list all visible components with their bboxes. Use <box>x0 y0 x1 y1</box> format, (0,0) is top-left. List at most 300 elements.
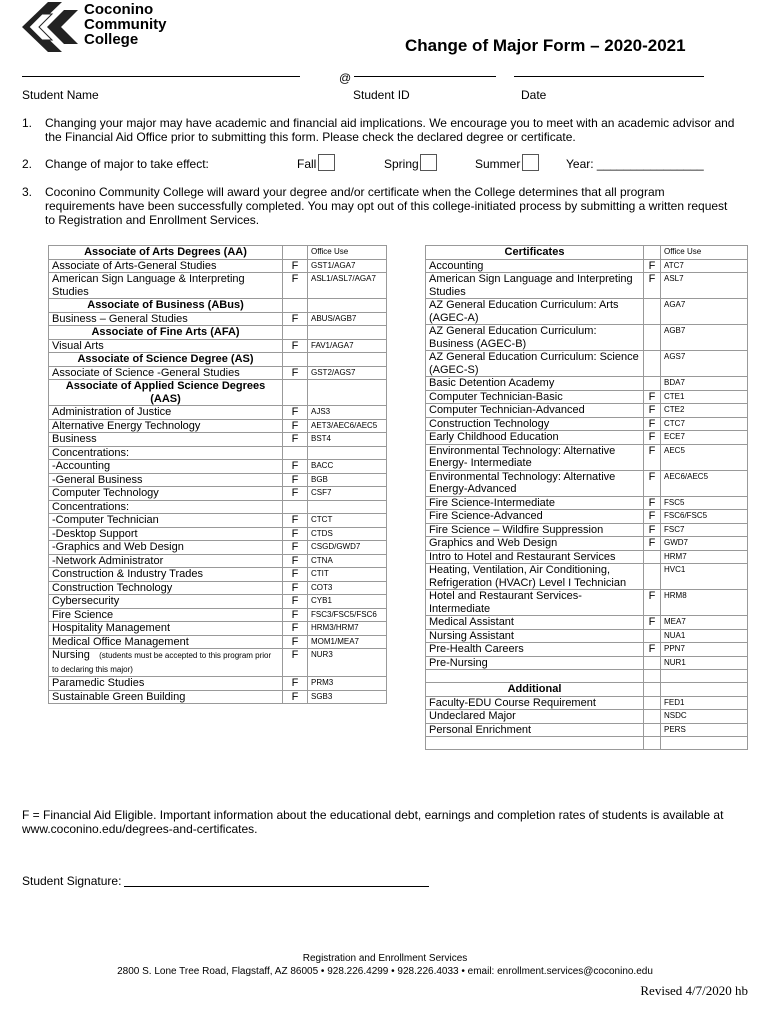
office-use-code: GWD7 <box>661 537 748 551</box>
right-table-program-row <box>426 496 748 510</box>
office-use-code <box>308 326 387 340</box>
left-table-label: Business – General Studies <box>52 312 188 325</box>
financial-aid-flag: F <box>644 273 661 299</box>
right-table-program-row <box>426 670 748 683</box>
left-table-program-row <box>49 473 387 487</box>
logo-wordmark: Coconino Community College <box>84 1 167 48</box>
financial-aid-flag: F <box>283 635 308 649</box>
right-table-label: Construction Technology <box>429 417 550 430</box>
left-table-label: American Sign Language & Interpreting Studies <box>52 273 245 298</box>
financial-aid-flag: F <box>644 404 661 418</box>
right-table-program-name[interactable] <box>426 590 644 616</box>
financial-aid-flag: F <box>644 431 661 445</box>
financial-aid-flag: F <box>283 677 308 691</box>
left-table-label: -General Business <box>52 473 143 486</box>
left-table-label: Computer Technology <box>52 487 159 499</box>
left-table-label: Concentrations: <box>52 500 130 513</box>
right-table-program-row <box>426 377 748 391</box>
financial-aid-flag <box>644 351 661 377</box>
financial-aid-flag <box>283 446 308 460</box>
office-use-code: ATC7 <box>661 259 748 273</box>
office-use-code <box>308 446 387 460</box>
financial-aid-flag <box>644 723 661 737</box>
financial-aid-flag: F <box>283 487 308 501</box>
financial-aid-flag <box>644 377 661 391</box>
financial-aid-flag <box>283 380 308 406</box>
left-table-label: Business <box>52 433 97 445</box>
right-table-blank-cell <box>426 670 644 683</box>
office-use-code: CTE2 <box>661 404 748 418</box>
right-table-heading-row <box>426 246 748 260</box>
left-table-heading-row <box>49 299 387 313</box>
office-use-code: FSC6/FSC5 <box>661 510 748 524</box>
right-table-label: Fire Science – Wildfire Suppression <box>429 523 604 536</box>
office-use-code: ABUS/AGB7 <box>308 312 387 326</box>
financial-aid-flag: F <box>283 273 308 299</box>
left-table-program-row <box>49 527 387 541</box>
right-table-program-name[interactable] <box>426 656 644 670</box>
financial-aid-flag: F <box>283 581 308 595</box>
left-table-label: Construction Technology <box>52 581 173 594</box>
left-table-program-row <box>49 273 387 299</box>
financial-aid-flag: F <box>644 390 661 404</box>
right-table-program-name[interactable] <box>426 523 644 537</box>
right-table-label: Fire Science-Advanced <box>429 510 543 522</box>
right-table-program-name[interactable] <box>426 377 644 391</box>
right-table-label: AZ General Education Curriculum: Science (AGEC-S) <box>429 351 639 376</box>
right-table-program-row <box>426 351 748 377</box>
left-table-program-name[interactable] <box>49 500 283 514</box>
left-table-program-name[interactable] <box>49 419 283 433</box>
office-use-code: COT3 <box>308 581 387 595</box>
office-use-code <box>661 683 748 697</box>
left-table-program-name[interactable] <box>49 595 283 609</box>
financial-aid-flag: F <box>283 406 308 420</box>
left-table-label: Associate of Science Degree (AS) <box>77 353 254 365</box>
left-table-label: Alternative Energy Technology <box>52 419 201 432</box>
right-table-label: Heating, Ventilation, Air Conditioning, Refrigeration (HVACr) Level I Technician <box>429 564 627 589</box>
item-3-number: 3. <box>22 185 33 199</box>
office-use-code: CTIT <box>308 568 387 582</box>
office-use-code: FSC7 <box>661 523 748 537</box>
left-table-program-name[interactable] <box>49 514 283 528</box>
right-table-program-name[interactable] <box>426 616 644 630</box>
signature-line[interactable] <box>124 886 429 887</box>
financial-aid-flag <box>644 737 661 750</box>
financial-aid-flag: F <box>644 496 661 510</box>
left-table-program-row <box>49 554 387 568</box>
left-table-program-row <box>49 568 387 582</box>
office-use-code: MOM1/MEA7 <box>308 635 387 649</box>
left-table-label: -Graphics and Web Design <box>52 541 184 553</box>
office-use-code: BDA7 <box>661 377 748 391</box>
financial-aid-flag: F <box>283 595 308 609</box>
office-use-code: HVC1 <box>661 564 748 590</box>
left-table-program-name[interactable] <box>49 635 283 649</box>
financial-aid-flag: F <box>283 622 308 636</box>
left-table-label: Associate of Fine Arts (AFA) <box>91 326 240 338</box>
left-table-program-row <box>49 635 387 649</box>
left-table-program-row <box>49 622 387 636</box>
financial-aid-flag: F <box>283 433 308 447</box>
left-table-program-name[interactable] <box>49 273 283 299</box>
right-table-label: Basic Detention Academy <box>429 377 555 389</box>
year-field[interactable]: Year: ________________ <box>566 157 704 171</box>
left-table-label: Sustainable Green Building <box>52 690 186 703</box>
financial-aid-flag <box>283 500 308 514</box>
office-use-code: FSC3/FSC5/FSC6 <box>308 608 387 622</box>
left-table-label: Concentrations: <box>52 446 130 459</box>
right-table-program-name[interactable] <box>426 510 644 524</box>
right-table-label: Pre-Nursing <box>429 656 488 669</box>
right-table-label: Nursing Assistant <box>429 629 514 642</box>
left-table-program-name[interactable] <box>49 581 283 595</box>
financial-aid-flag <box>283 326 308 340</box>
financial-aid-flag <box>283 353 308 367</box>
office-use-code: AGA7 <box>661 299 748 325</box>
student-name-line[interactable] <box>22 76 300 77</box>
student-id-label: Student ID <box>353 88 410 102</box>
left-table-program-row <box>49 460 387 474</box>
financial-aid-flag: F <box>283 649 308 677</box>
office-use-code <box>308 380 387 406</box>
financial-aid-flag: F <box>283 419 308 433</box>
right-table-program-row <box>426 417 748 431</box>
left-table-label: Associate of Arts-General Studies <box>52 259 217 272</box>
financial-aid-flag <box>644 656 661 670</box>
left-table-program-name[interactable] <box>49 339 283 353</box>
financial-aid-flag: F <box>644 643 661 657</box>
left-table-label: Administration of Justice <box>52 406 172 418</box>
financial-aid-flag: F <box>283 554 308 568</box>
office-use-code <box>308 500 387 514</box>
right-table-label: Pre-Health Careers <box>429 643 524 655</box>
financial-aid-flag: F <box>283 568 308 582</box>
left-table-program-name[interactable] <box>49 406 283 420</box>
financial-aid-flag <box>644 696 661 710</box>
right-table-program-name[interactable] <box>426 417 644 431</box>
left-table-label: Associate of Business (ABus) <box>87 299 244 311</box>
right-table-blank-cell <box>426 737 644 750</box>
right-table-program-name[interactable] <box>426 390 644 404</box>
left-table-heading-row <box>49 246 387 260</box>
left-table-program-name[interactable] <box>49 433 283 447</box>
office-use-code: NUR1 <box>661 656 748 670</box>
right-table-program-name[interactable] <box>426 325 644 351</box>
right-table-label: Hotel and Restaurant Services- Intermediate <box>429 590 582 615</box>
right-table-program-name[interactable] <box>426 564 644 590</box>
right-table-program-row <box>426 656 748 670</box>
right-table-program-row <box>426 737 748 750</box>
left-table-program-row <box>49 406 387 420</box>
financial-aid-flag: F <box>644 537 661 551</box>
left-table-label: Visual Arts <box>52 339 104 352</box>
right-table-label: Graphics and Web Design <box>429 537 558 549</box>
left-table-program-name[interactable] <box>49 446 283 460</box>
right-table-label: Early Childhood Education <box>429 431 559 443</box>
office-use-code: HRM8 <box>661 590 748 616</box>
office-use-code: CTNA <box>308 554 387 568</box>
right-table-label: Medical Assistant <box>429 616 514 628</box>
right-table-label: Undeclared Major <box>429 710 516 722</box>
right-table-section-heading <box>426 683 644 697</box>
financial-aid-flag: F <box>644 259 661 273</box>
left-table-program-name[interactable] <box>49 690 283 704</box>
summer-label: Summer <box>475 157 521 171</box>
financial-aid-flag <box>644 246 661 260</box>
office-use-code: PERS <box>661 723 748 737</box>
left-table-program-name[interactable] <box>49 554 283 568</box>
financial-aid-flag: F <box>644 590 661 616</box>
right-table-label: Computer Technician-Basic <box>429 390 563 403</box>
right-table-program-name[interactable] <box>426 629 644 643</box>
left-table-label: Nursing <box>52 649 90 661</box>
right-table-section-heading <box>426 246 644 260</box>
right-table-program-row <box>426 550 748 564</box>
right-table-label: Intro to Hotel and Restaurant Services <box>429 550 616 563</box>
office-use-code: AEC6/AEC5 <box>661 470 748 496</box>
financial-aid-flag <box>644 564 661 590</box>
left-table-label: Associate of Science -General Studies <box>52 366 240 379</box>
left-table-section-heading <box>49 353 283 367</box>
right-table-program-name[interactable] <box>426 696 644 710</box>
right-table-program-row <box>426 537 748 551</box>
right-table-program-row <box>426 259 748 273</box>
right-table-program-name[interactable] <box>426 723 644 737</box>
degrees-table <box>48 245 387 704</box>
office-use-code: NUR3 <box>308 649 387 677</box>
left-table-program-row <box>49 312 387 326</box>
financial-aid-flag <box>644 683 661 697</box>
office-use-code: AJS3 <box>308 406 387 420</box>
right-table-program-row <box>426 710 748 724</box>
office-use-code: CYB1 <box>308 595 387 609</box>
office-use-code: FSC5 <box>661 496 748 510</box>
left-table-program-row <box>49 677 387 691</box>
office-use-code: FED1 <box>661 696 748 710</box>
right-table-program-name[interactable] <box>426 273 644 299</box>
office-use-code: MEA7 <box>661 616 748 630</box>
financial-aid-flag: F <box>644 510 661 524</box>
right-table-label: Environmental Technology: Alternative Energy-Advanced <box>429 470 616 495</box>
left-table-program-name[interactable] <box>49 568 283 582</box>
left-table-label: -Network Administrator <box>52 554 164 567</box>
college-logo <box>22 2 182 52</box>
left-table-program-name[interactable] <box>49 366 283 380</box>
chevron-logo-icon <box>22 2 80 52</box>
right-table-program-row <box>426 510 748 524</box>
financial-aid-flag <box>283 299 308 313</box>
right-table-label: Faculty-EDU Course Requirement <box>429 696 596 709</box>
fall-label: Fall <box>297 157 317 171</box>
left-table-section-heading <box>49 380 283 406</box>
office-use-code: SGB3 <box>308 690 387 704</box>
financial-aid-flag: F <box>283 460 308 474</box>
left-table-section-heading <box>49 326 283 340</box>
right-table-program-name[interactable] <box>426 444 644 470</box>
left-table-label: -Accounting <box>52 460 111 472</box>
office-use-code: AEC5 <box>661 444 748 470</box>
left-table-label: -Computer Technician <box>52 514 159 526</box>
left-table-program-name[interactable] <box>49 473 283 487</box>
financial-aid-flag: F <box>283 259 308 273</box>
right-table-program-name[interactable] <box>426 643 644 657</box>
office-use-code: CTC7 <box>661 417 748 431</box>
item-2-number: 2. <box>22 157 33 171</box>
student-name-label: Student Name <box>22 88 99 102</box>
left-table-heading-row <box>49 353 387 367</box>
item-2-text: Change of major to take effect: <box>45 157 209 171</box>
right-table-program-row <box>426 629 748 643</box>
office-use-code: BGB <box>308 473 387 487</box>
office-use-code: GST2/AGS7 <box>308 366 387 380</box>
right-table-label: AZ General Education Curriculum: Arts (AGEC-A) <box>429 299 619 324</box>
office-use-code <box>661 737 748 750</box>
right-table-program-name[interactable] <box>426 351 644 377</box>
right-table-program-row <box>426 564 748 590</box>
right-table-program-row <box>426 616 748 630</box>
left-table-program-row <box>49 446 387 460</box>
right-table-label: Accounting <box>429 259 484 272</box>
right-table-program-row <box>426 273 748 299</box>
left-table-program-row <box>49 419 387 433</box>
right-table-label: Environmental Technology: Alternative Energy- Intermediate <box>429 444 616 469</box>
right-table-program-name[interactable] <box>426 537 644 551</box>
right-table-program-row <box>426 444 748 470</box>
financial-aid-flag: F <box>283 473 308 487</box>
left-table-program-name[interactable] <box>49 312 283 326</box>
financial-aid-flag <box>644 670 661 683</box>
left-table-program-row <box>49 541 387 555</box>
office-use-code: BACC <box>308 460 387 474</box>
left-table-label: Construction & Industry Trades <box>52 568 204 580</box>
left-table-program-row <box>49 581 387 595</box>
right-table-program-row <box>426 431 748 445</box>
left-table-program-name[interactable] <box>49 460 283 474</box>
left-table-program-row <box>49 595 387 609</box>
office-use-code: GST1/AGA7 <box>308 259 387 273</box>
office-use-code: BST4 <box>308 433 387 447</box>
right-table-program-name[interactable] <box>426 404 644 418</box>
right-table-label: Additional <box>507 683 562 695</box>
left-table-label: Fire Science <box>52 608 114 621</box>
office-use-code: NUA1 <box>661 629 748 643</box>
office-use-code <box>308 299 387 313</box>
spring-checkbox[interactable] <box>420 154 437 171</box>
right-table-program-row <box>426 325 748 351</box>
right-table-program-row <box>426 404 748 418</box>
office-use-code: PPN7 <box>661 643 748 657</box>
right-table-label: American Sign Language and Interpreting Studies <box>429 273 633 298</box>
office-use-code <box>661 670 748 683</box>
office-use-code <box>308 353 387 367</box>
left-table-label: Associate of Arts Degrees (AA) <box>84 246 247 258</box>
left-table-section-heading <box>49 299 283 313</box>
form-title: Change of Major Form – 2020-2021 <box>405 36 686 55</box>
nursing-note: (students must be accepted to this program prior to declaring this major) <box>52 651 272 674</box>
office-use-code: NSDC <box>661 710 748 724</box>
right-table-heading-row <box>426 683 748 697</box>
summer-checkbox[interactable] <box>522 154 539 171</box>
office-use-code: Office Use <box>661 246 748 260</box>
office-use-code: AET3/AEC6/AEC5 <box>308 419 387 433</box>
office-use-code: AGS7 <box>661 351 748 377</box>
office-use-code: ASL1/ASL7/AGA7 <box>308 273 387 299</box>
at-symbol: @ <box>339 71 352 85</box>
left-table-program-name[interactable] <box>49 649 283 677</box>
right-table-label: Computer Technician-Advanced <box>429 404 585 416</box>
left-table-program-name[interactable] <box>49 622 283 636</box>
left-table-program-name[interactable] <box>49 487 283 501</box>
footer-address: 2800 S. Lone Tree Road, Flagstaff, AZ 86005 • 928.226.4299 • 928.226.4033 • email: enrollment.services@coconino.edu <box>117 966 653 977</box>
right-table-label: Fire Science-Intermediate <box>429 496 555 509</box>
date-label: Date <box>521 88 547 102</box>
right-table-program-name[interactable] <box>426 710 644 724</box>
office-use-code: CSF7 <box>308 487 387 501</box>
financial-aid-flag: F <box>283 514 308 528</box>
left-table-program-row <box>49 433 387 447</box>
left-table-program-row <box>49 487 387 501</box>
left-table-program-name[interactable] <box>49 259 283 273</box>
left-table-section-heading <box>49 246 283 260</box>
financial-aid-flag: F <box>283 339 308 353</box>
right-table-program-row <box>426 470 748 496</box>
right-table-program-row <box>426 523 748 537</box>
office-use-code: PRM3 <box>308 677 387 691</box>
financial-aid-flag <box>644 299 661 325</box>
right-table-program-name[interactable] <box>426 470 644 496</box>
financial-aid-note: F = Financial Aid Eligible. Important information about the educational debt, earnings and completion rates of students is available at www.coconino.edu/degrees-and-certificates. <box>22 808 724 836</box>
left-table-program-row <box>49 500 387 514</box>
left-table-program-name[interactable] <box>49 608 283 622</box>
left-table-program-name[interactable] <box>49 527 283 541</box>
fall-checkbox[interactable] <box>318 154 335 171</box>
right-table-program-row <box>426 590 748 616</box>
financial-aid-flag <box>644 710 661 724</box>
right-table-program-name[interactable] <box>426 496 644 510</box>
left-table-program-row <box>49 690 387 704</box>
left-table-program-name[interactable] <box>49 677 283 691</box>
financial-aid-flag <box>644 629 661 643</box>
footer-office: Registration and Enrollment Services <box>302 953 468 964</box>
date-line[interactable] <box>514 76 704 77</box>
right-table-program-name[interactable] <box>426 259 644 273</box>
spring-label: Spring <box>384 157 419 171</box>
office-use-code: CTCT <box>308 514 387 528</box>
left-table-heading-row <box>49 326 387 340</box>
left-table-program-row <box>49 514 387 528</box>
student-id-line[interactable] <box>354 76 496 77</box>
office-use-code: HRM3/HRM7 <box>308 622 387 636</box>
left-table-label: Associate of Applied Science Degrees (AAS) <box>65 380 266 405</box>
office-use-code: CSGD/GWD7 <box>308 541 387 555</box>
financial-aid-flag <box>644 325 661 351</box>
left-table-program-row <box>49 608 387 622</box>
right-table-program-name[interactable] <box>426 431 644 445</box>
office-use-code: HRM7 <box>661 550 748 564</box>
left-table-heading-row <box>49 380 387 406</box>
certificates-table <box>425 245 748 750</box>
left-table-program-name[interactable] <box>49 541 283 555</box>
right-table-label: Personal Enrichment <box>429 723 532 736</box>
left-table-label: -Desktop Support <box>52 527 138 540</box>
left-table-label: Cybersecurity <box>52 595 120 607</box>
financial-aid-flag: F <box>283 541 308 555</box>
right-table-program-name[interactable] <box>426 299 644 325</box>
right-table-program-name[interactable] <box>426 550 644 564</box>
right-table-program-row <box>426 723 748 737</box>
financial-aid-flag: F <box>644 444 661 470</box>
